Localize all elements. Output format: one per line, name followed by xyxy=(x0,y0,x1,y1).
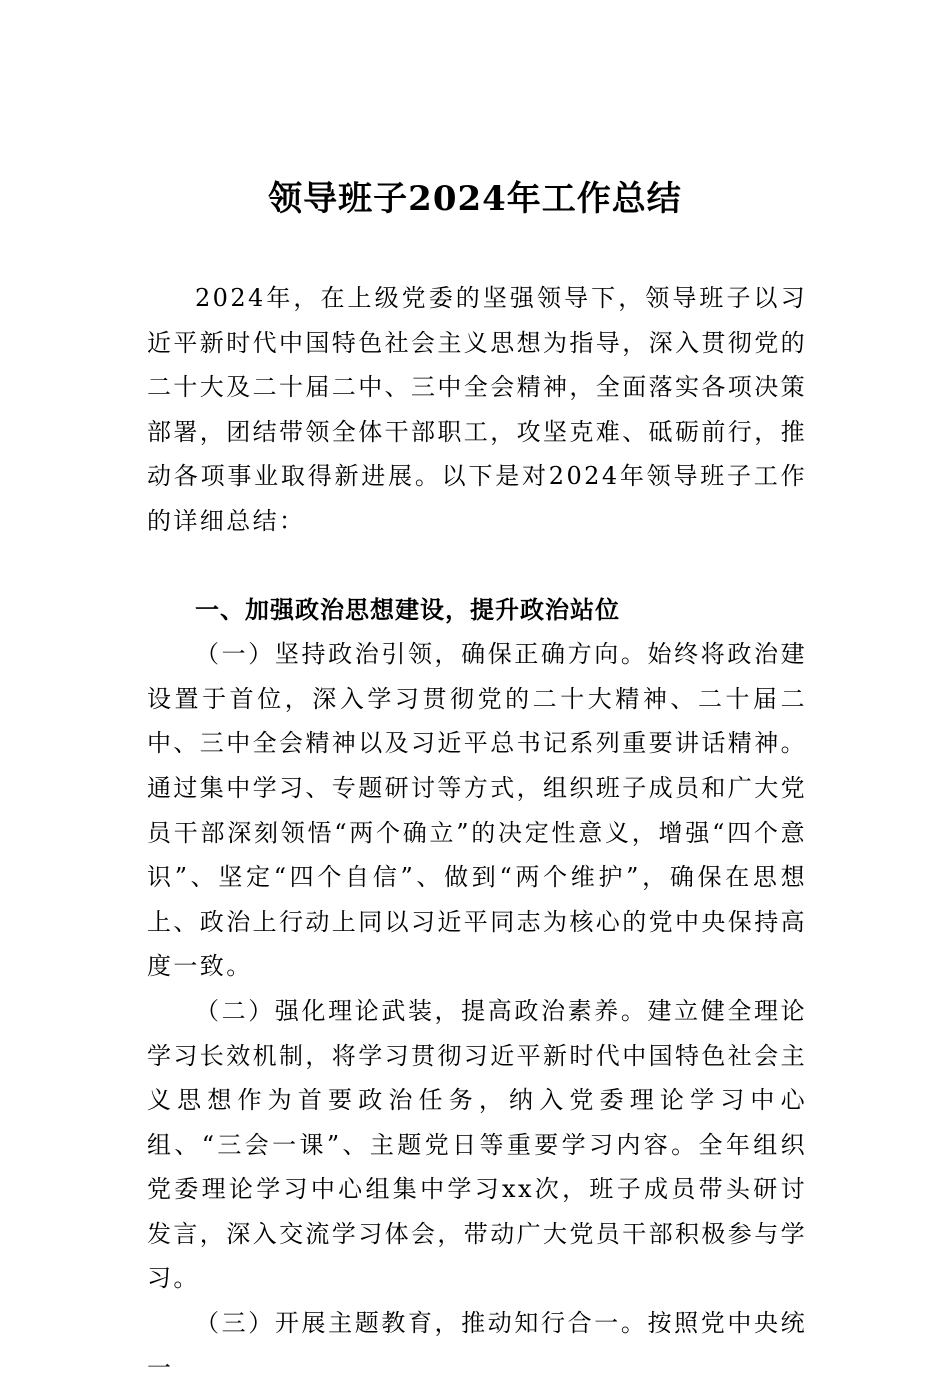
intro-paragraph: 2024年，在上级党委的坚强领导下，领导班子以习近平新时代中国特色社会主义思想为指导，深入贯彻党的二十大及二十届二中、三中全会精神，全面落实各项决策部署，团结带领全体干部职工，攻坚克难、砥砺前行，推动各项事业取得新进展。以下是对2024年领导班子工作的详细总结： xyxy=(147,284,807,535)
section-heading: 一、加强政治思想建设，提升政治站位 xyxy=(195,595,620,624)
section-paragraph-2: （二）强化理论武装，提高政治素养。建立健全理论学习长效机制，将学习贯彻习近平新时代中国特色社会主义思想作为首要政治任务，纳入党委理论学习中心组、“三会一课”、主题党日等重要学习内容。全年组织党委理论学习中心组集中学习xx次，班子成员带头研讨发言，深入交流学习体会，带动广大党员干部积极参与学习。 xyxy=(147,996,807,1293)
document-title: 领导班子2024年工作总结 xyxy=(268,179,682,219)
section-paragraph-3: （三）开展主题教育，推动知行合一。按照党中央统一 xyxy=(147,1309,807,1382)
document-body xyxy=(147,276,807,1390)
section-paragraph-1: （一）坚持政治引领，确保正确方向。始终将政治建设置于首位，深入学习贯彻党的二十大精神、二十届二中、三中全会精神以及习近平总书记系列重要讲话精神。通过集中学习、专题研讨等方式，组织班子成员和广大党员干部深刻领悟“两个确立”的决定性意义，增强“四个意识”、坚定“四个自信”、做到“两个维护”，确保在思想上、政治上行动上同以习近平同志为核心的党中央保持高度一致。 xyxy=(147,640,807,981)
